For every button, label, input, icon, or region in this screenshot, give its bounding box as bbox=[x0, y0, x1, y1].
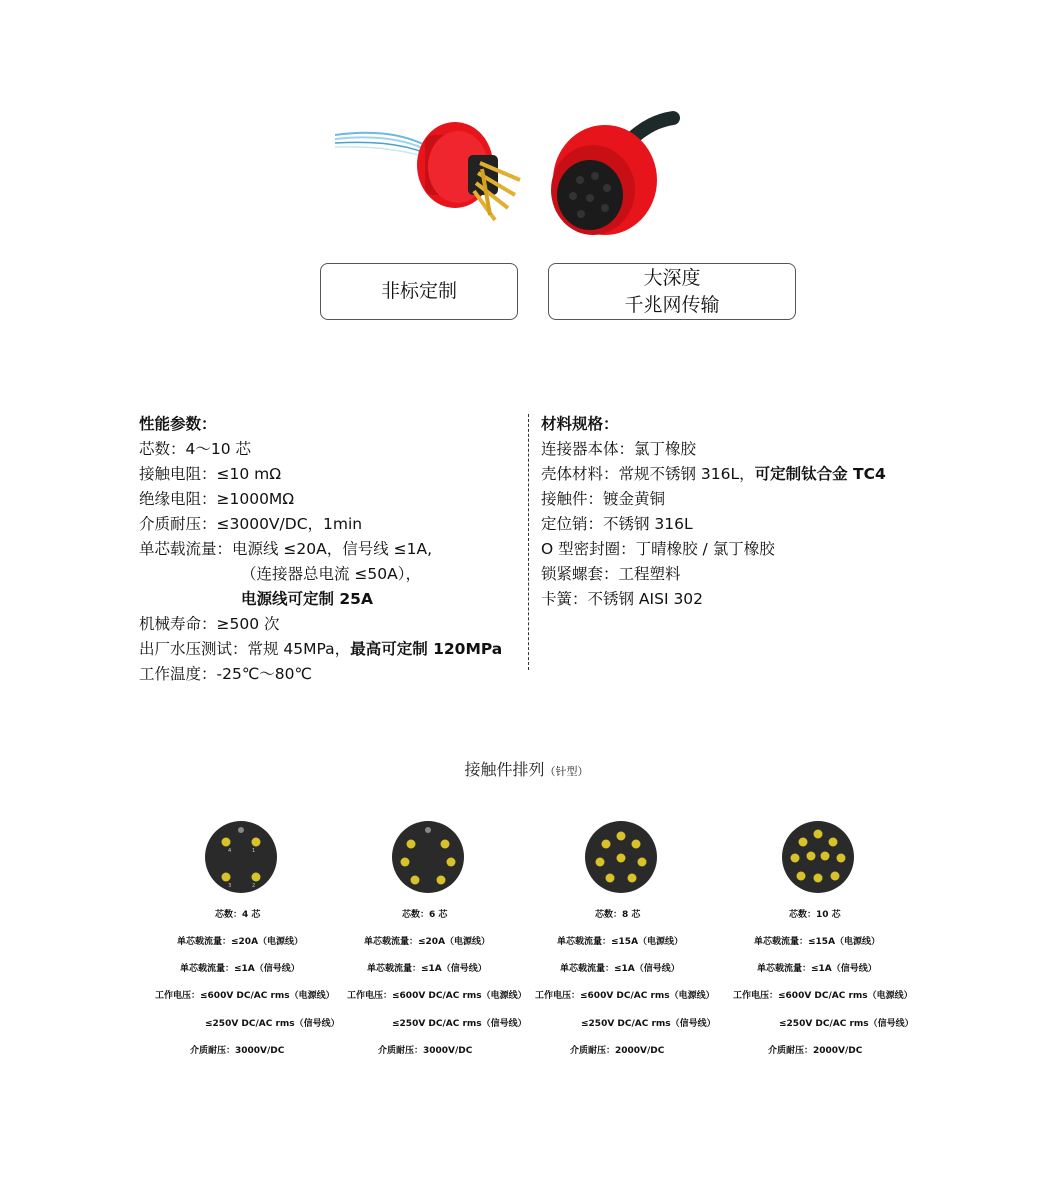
pin-layout-8 bbox=[584, 820, 658, 894]
card4-cores: 芯数：10 芯 bbox=[789, 910, 841, 920]
spec-custom-current: 电源线可定制 25A bbox=[241, 590, 373, 608]
mat-body: 连接器本体：氯丁橡胶 bbox=[541, 440, 697, 458]
tag-deep-gigabit bbox=[548, 263, 796, 320]
card4-volt-signal: ≤250V DC/AC rms（信号线） bbox=[779, 1019, 914, 1029]
mat-shell-normal: 壳体材料：常规不锈钢 316L， bbox=[541, 465, 755, 483]
materials-heading: 材料规格： bbox=[541, 415, 619, 433]
performance-heading: 性能参数： bbox=[139, 415, 217, 433]
card4-dielectric: 介质耐压：2000V/DC bbox=[768, 1046, 863, 1056]
tag-gigabit-label: 千兆网传输 bbox=[624, 293, 720, 316]
tag-deep-label: 大深度 bbox=[643, 266, 701, 289]
column-divider bbox=[528, 414, 529, 670]
svg-text:1: 1 bbox=[252, 848, 256, 854]
materials-section bbox=[541, 412, 886, 612]
card2-cores: 芯数：6 芯 bbox=[402, 910, 448, 920]
arrangement-title bbox=[0, 757, 1053, 780]
pin-layout-10 bbox=[781, 820, 855, 894]
card3-volt-signal: ≤250V DC/AC rms（信号线） bbox=[581, 1019, 716, 1029]
card2-cur-signal: 单芯载流量：≤1A（信号线） bbox=[367, 964, 487, 974]
card2-volt-signal: ≤250V DC/AC rms（信号线） bbox=[392, 1019, 527, 1029]
mat-o-ring: O 型密封圈：丁晴橡胶 / 氯丁橡胶 bbox=[541, 540, 775, 558]
spec-mechanical-life: 机械寿命：≥500 次 bbox=[139, 615, 280, 633]
card4-cur-signal: 单芯载流量：≤1A（信号线） bbox=[757, 964, 877, 974]
card3-cores: 芯数：8 芯 bbox=[595, 910, 641, 920]
tag-custom-label: 非标定制 bbox=[380, 280, 457, 302]
spec-cores: 芯数：4～10 芯 bbox=[139, 440, 252, 458]
mat-shell-custom: 可定制钛合金 TC4 bbox=[754, 465, 886, 483]
connector-female-photo bbox=[545, 110, 685, 245]
card4-cur-power: 单芯载流量：≤15A（电源线） bbox=[754, 937, 881, 947]
card3-cur-signal: 单芯载流量：≤1A（信号线） bbox=[560, 964, 680, 974]
card1-volt-signal: ≤250V DC/AC rms（信号线） bbox=[205, 1019, 340, 1029]
card1-dielectric: 介质耐压：3000V/DC bbox=[190, 1046, 285, 1056]
spec-contact-resistance: 接触电阻：≤10 mΩ bbox=[139, 465, 282, 483]
arrangement-subtitle: （针型） bbox=[544, 765, 589, 778]
connector-male-photo bbox=[330, 105, 530, 245]
spec-current: 单芯载流量：电源线 ≤20A，信号线 ≤1A, bbox=[139, 540, 433, 558]
mat-locating-pin: 定位销：不锈钢 316L bbox=[541, 515, 693, 533]
mat-lock-nut: 锁紧螺套：工程塑料 bbox=[541, 565, 681, 583]
spec-pressure-max: 最高可定制 120MPa bbox=[350, 640, 503, 658]
tag-custom bbox=[320, 263, 518, 320]
spec-pressure-normal: 出厂水压测试：常规 45MPa， bbox=[139, 640, 351, 658]
spec-insulation: 绝缘电阻：≥1000MΩ bbox=[139, 490, 295, 508]
card1-cur-signal: 单芯载流量：≤1A（信号线） bbox=[180, 964, 300, 974]
svg-text:4: 4 bbox=[228, 848, 232, 854]
card3-dielectric: 介质耐压：2000V/DC bbox=[570, 1046, 665, 1056]
card2-dielectric: 介质耐压：3000V/DC bbox=[378, 1046, 473, 1056]
pin-layout-6 bbox=[391, 820, 465, 894]
arrangement-title-text: 接触件排列 bbox=[464, 760, 545, 779]
spec-dielectric: 介质耐压：≤3000V/DC，1min bbox=[139, 515, 363, 533]
svg-text:2: 2 bbox=[252, 883, 256, 889]
pin-layout-4 bbox=[204, 820, 278, 894]
card3-cur-power: 单芯载流量：≤15A（电源线） bbox=[557, 937, 684, 947]
card1-cores: 芯数：4 芯 bbox=[215, 910, 261, 920]
performance-section bbox=[139, 412, 502, 687]
card4-volt-power: 工作电压：≤600V DC/AC rms（电源线） bbox=[733, 991, 913, 1001]
spec-temperature: 工作温度：-25℃～80℃ bbox=[139, 665, 312, 683]
svg-text:3: 3 bbox=[228, 883, 232, 889]
spec-pressure-test bbox=[139, 637, 502, 662]
mat-shell bbox=[541, 462, 886, 487]
spec-total-current: （连接器总电流 ≤50A）， bbox=[241, 565, 421, 583]
card1-volt-power: 工作电压：≤600V DC/AC rms（电源线） bbox=[155, 991, 335, 1001]
card3-volt-power: 工作电压：≤600V DC/AC rms（电源线） bbox=[535, 991, 715, 1001]
card1-cur-power: 单芯载流量：≤20A（电源线） bbox=[177, 937, 304, 947]
card2-volt-power: 工作电压：≤600V DC/AC rms（电源线） bbox=[347, 991, 527, 1001]
mat-contact: 接触件：镀金黄铜 bbox=[541, 490, 666, 508]
mat-circlip: 卡簧：不锈钢 AISI 302 bbox=[541, 590, 704, 608]
card2-cur-power: 单芯载流量：≤20A（电源线） bbox=[364, 937, 491, 947]
